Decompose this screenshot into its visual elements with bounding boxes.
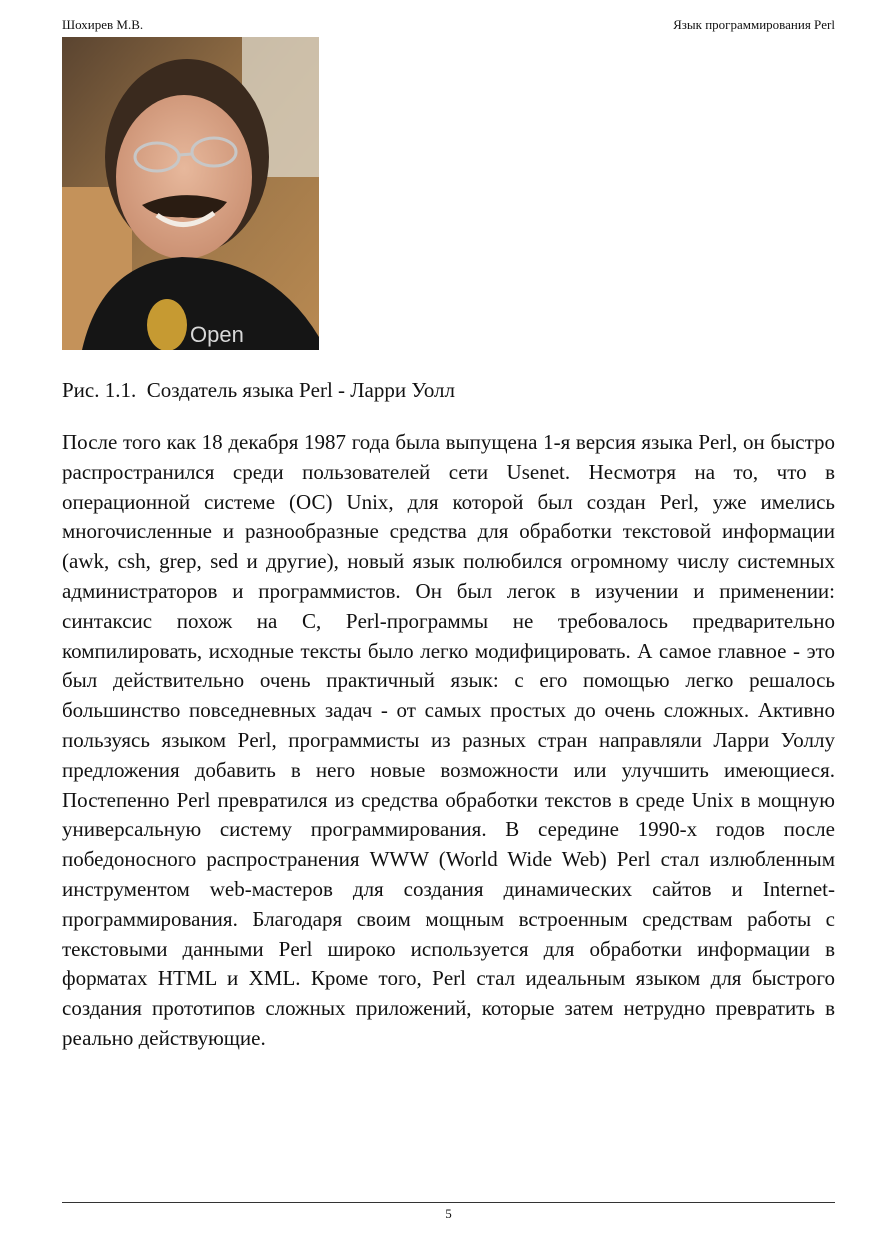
header-author: Шохирев М.В. (62, 17, 144, 32)
portrait-illustration (62, 37, 319, 350)
running-header (62, 16, 835, 34)
footer-divider (62, 1202, 835, 1203)
portrait-photo (62, 37, 319, 350)
body-paragraph: После того как 18 декабря 1987 года была выпущена 1-я версия языка Perl, он быстро распространился среди пользователей сети Usenet. Несмотря на то, что в операционной системе (ОС) Unix, для которой был создан Perl, уже имелись многочисленные и разнообразные средства для обработки текстовой информации (awk, csh, grep, sed и другие), новый язык полюбился огромному числу системных администраторов и программистов. Он был легок в изучении и применении: синтаксис похож на С, Perl-программы не требовалось предварительно компилировать, исходные тексты было легко модифицировать. А самое главное - это был действительно очень практичный язык: с его помощью легко решалось большинство повседневных задач - от самых простых до очень сложных. Активно пользуясь языком Perl, программисты из разных стран направляли Ларри Уоллу предложения добавить в него новые возможности или улучшить имеющиеся. Постепенно Perl превратился из средства обработки текстов в среде Unix в мощную универсальную систему программирования. В середине 1990-х годов после победоносного распространения WWW (World Wide Web) Perl стал излюбленным инструментом web-мастеров для создания динамических сайтов и Internet-программирования. Благодаря своим мощным встроенным средствам работы с текстовыми данными Perl широко используется для обработки информации в форматах HTML и XML. Кроме того, Perl стал идеальным языком для быстрого создания прототипов сложных приложений, которые затем нетрудно превратить в реально действующие. (62, 430, 835, 1050)
shirt-logo-text: Open (190, 322, 244, 347)
figure-caption: Рис. 1.1. Создатель языка Perl - Ларри Уолл (62, 378, 456, 402)
header-book-title: Язык программирования Perl (673, 17, 835, 32)
page-number: 5 (445, 1206, 452, 1221)
